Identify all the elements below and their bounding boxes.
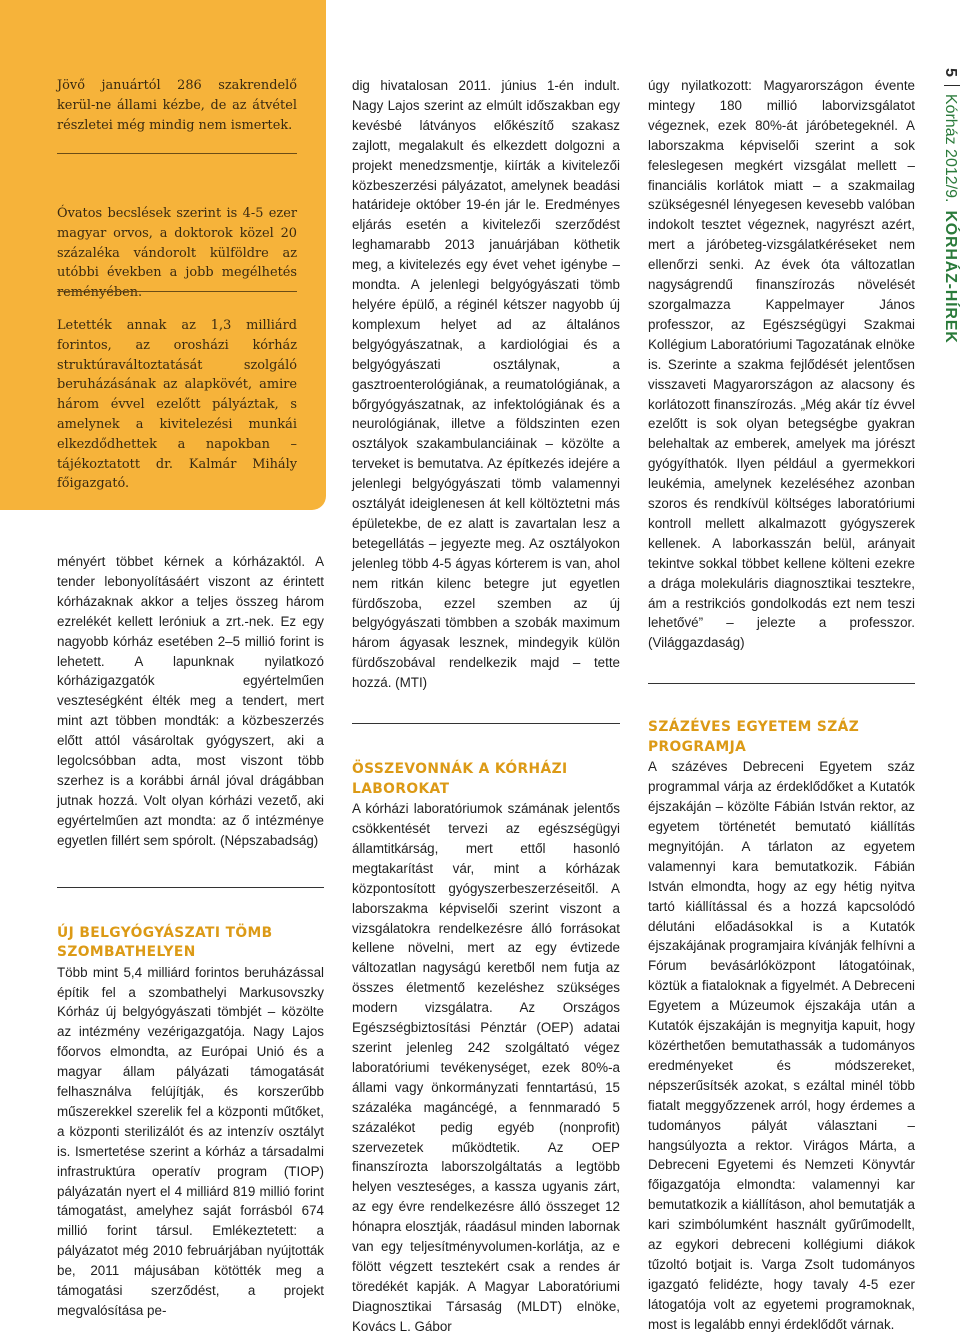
header-divider [944,85,960,86]
section-divider [57,887,324,888]
article-paragraph: A kórházi laboratóriumok számának jelentős csökkentését tervezi az egészségügyi államtitkárság, mert ettől hasonló megtakarítást vár, mint a kórházak központosított gyógyszerbeszerzéseitől. A laborszakma képviselői szerint viszont a vizsgálatokra rendelkezésre álló forrásokat kellene növelni, mert az egy évtizede változatlan nagyságú keretből nem futja az összes életmentő kezeléshez szükséges modern vizsgálatra. Az Országos Egészségbiztosítási Pénztár (OEP) adatai szerint jelenleg 242 szolgáltató végez laboratóriumi tevékenységet, ezek 80%-a állami vagy önkormányzati fenntartású, 15 százaléka magáncégé, a fennmaradó 5 százalékot pedig egyéb (nonprofit) szervezetek működtetik. Az OEP finanszírozta laborszolgáltatás a legtöbb helyen veszteséges, a kassza ugyanis zárt, az egy évre rendelkezésre álló összeget 12 hónapra elosztják, ráadásul minden labornak van egy teljesítményvolumen-korlátja, az e fölött végzett tesztekért csak a rendes ár töredékét kapják. A Magyar Laboratóriumi Diagnosztikai Társaság (MLDT) elnöke, Kovács L. Gábor [352,801,620,1334]
article-paragraph: úgy nyilatkozott: Magyarországon évente mintegy 180 millió laborvizsgálatot végeznek, ezek 80%-át járóbetegeknél. A laborszakma képviselői szerint a sok feleslegesen megkért vizsgálat mellett – financiális korlátok miatt – a szakmailag szükségesnél lényegesen kevesebb valóban indokolt tesztet végeznek, nagyrészt azért, mert a járóbeteg-vizsgálatkéréseket nem ellenőrzi senki. Az évek óta változatlan nagyságrendű finanszírozás növelését szorgalmazza Kappelmayer János professzor, az Egészségügyi Szakmai Kollégium Laboratóriumi Tagozatának elnöke is. Szerinte a szakma fejlődését jelentősen visszaveti Magyarországon az alacsony és korlátozott finanszírozás. „Még akár tíz évvel ezelőtt is sok olyan betegségbe gyakran belehaltak az emberek, amelyek ma jórészt gyógyíthatók. Ilyen például a gyermekkori leukémia, amelynek kezeléséhez azonban szoros és rendkívül költséges laboratóriumi kontroll mellett alkalmazott gyógyszerek kellenek. A laborkasszán belül, arányait tekintve sokkal többet kellene költeni ezekre a drága molekuláris diagnosztikai tesztekre, ám a restrikciós gondolkodás ezt nem teszi lehetővé” – jelezte a professzor. (Világgazdaság) [648,78,915,651]
article-heading: ÖSSZEVONNÁK A KÓRHÁZI LABOROKAT [352,761,568,797]
article-heading: ÚJ BELGYÓGYÁSZATI TÖMB SZOMBATHELYEN [57,924,273,961]
article-paragraph: A százéves Debreceni Egyetem száz programmal várja az érdeklődőket a Kutatók éjszakáján – közölte Fábián István rektor, az egyetem történetét bemutató kiállítás megnyitóján. A tárlaton az egyetem valamennyi kara bemutatkozik. Fábián István elmondta, hogy az egy hétig nyitva tartó kiállítással és a hozzá kapcsolódó délutáni előadásokkal is a Kutatók éjszakájának programjaira kívánják felhívni a Fórum bevásárlóközpont látogatóinak, köztük a fiataloknak a figyelmét. A Debreceni Egyetem a Múzeumok éjszakája után a Kutatók éjszakáján is megnyitja kapuit, hogy közérthetően bemutathassák a tudományos eredményeket és módszereket, népszerűsítsék azokat, s ezáltal minél több fiatalt meggyőzzenek arról, hogy érdemes a tudományos pályát választani – hangsúlyozta a rektor. Virágos Márta, a Debreceni Egyetemi és Nemzeti Könyvtár főigazgatója elmondta: valamennyi kar bemutatkozik a kiállításon, ahol bemutatják a kari szimbólumként használt gyűrűmodellt, az egykori debreceni kollégiumi diákok tűzoltó botjait is. Varga Zsolt tudományos igazgató felidézte, hogy tavaly 4-5 ezer látogatója volt az egyetemi programoknak, most is legalább ennyi érdeklődőt várnak. [648,759,915,1332]
pull-quote-1: Jövő januártól 286 szakrendelő kerül-ne állami kézbe, de az átvétel részletei még mindig nem ismertek. [57,78,297,133]
quote-separator [57,153,297,154]
text-column-2 [352,76,620,1337]
running-header-text [941,68,960,344]
text-column-1 [57,552,324,1321]
running-header [934,68,960,408]
quote-separator [57,291,297,292]
article-paragraph: ményért többet kérnek a kórházaktól. A tender lebonyolításáért viszont az érintett kórházaknak akkor a teljes összeg három ezrelékét kellett leróniuk a zrt.-nek. Ez egy nagyobb kórház esetében 2–5 millió forint is lehetett. A lapunknak nyilatkozó kórházigazgatók egyértelműen veszteségként élték meg a tendert, mert mint azt többen mondták: a közbeszerzés előtt attól vásároltak gyógyszert, aki a legolcsóbban adta, most viszont több szerhez is a korábbi árnál jóval drágábban jutnak hozzá. Volt olyan kórházi vezető, aki egyértelműen azt mondta: az ő intézménye egyetlen fillért sem spórolt. (Népszabadság) [57,554,324,848]
section-title: KÓRHÁZ-HÍREK [942,210,959,344]
magazine-issue: Kórház 2012/9. [942,93,959,203]
pull-quote-3: Letették annak az 1,3 milliárd forintos, az orosházi kórház struktúraváltoztatását szolgáló beruházásának az alapkövét, amire három évvel ezelőtt pályáztak, s amelynek a kivitelezési munkái elkezdődhettek a napokban – tájékoztatott dr. Kalmár Mihály főigazgató. [57,318,297,492]
article-paragraph: dig hivatalosan 2011. június 1-én indult. Nagy Lajos szerint az elmúlt időszakban egy kevésbé látványos előkészítő szakasz zajlott, megalakult és elkezdett dolgozni a projekt menedzsmentje, kiírták a kivitelezői közbeszerzési pályázatot, amelynek beadási határideje október 19-én jár le. Eredményes eljárás esetén a kivitelezői szerződést leghamarabb 2013 januárjában köthetik meg, a kivitelezés egy évet vehet igénybe – mondta. A jelenlegi belgyógyászati tömb helyére épülő, a réginél kétszer nagyobb új komplexum helyet ad az általános belgyógyászatnak, a kardiológiai és a belgyógyászati osztálynak, a gasztroenterológiának, a reumatológiának, a bőrgyógyászatnak, az infektológiának és a neurológiának, illetve a földszinten ezen osztályok szakambulanciáinak – közölte a terveket is bemutatva. Az építkezés idejére a jelenlegi belgyógyászati tömb valamennyi osztályát ideiglenesen át kell költöztetni más épületekbe, de ez alatt is zavartalan lesz a betegellátás – jegyezte meg. Az osztályokon jelenleg több 4-5 ágyas kórterem is van, ahol nem ritkán kilenc betegre jut egyetlen fürdőszoba, ezzel szemben az új belgyógyászati tömbben a szobák maximum három ágyasak lesznek, mindegyik külön fürdőszobával rendelkezik majd – tette hozzá. (MTI) [352,78,620,691]
article-paragraph: Több mint 5,4 milliárd forintos beruházással építik fel a szombathelyi Markusovszky Kórház új belgyógyászati tömbjét – közölte az intézmény vezérigazgatója. Nagy Lajos főorvos elmondta, az Európai Unió és a magyar állam pályázati támogatását felhasználva felújítják, és korszerűbb műszerekkel szerelik fel a központi műtőket, a központi sterilizálót és az intenzív osztályt is. Ismertetése szerint a kórház a társadalmi infrastruktúra operatív program (TIOP) pályázatán nyert el 4 milliárd 819 millió forint támogatást, amelyhez saját forrásból 674 millió forint társul. Emlékeztetett: a pályázatot még 2010 februárjában nyújtották be, 2011 májusában kötötték meg a támogatási szerződést, a projekt megvalósítása pe- [57,964,324,1318]
quote-box [0,0,326,510]
page-number: 5 [942,68,959,77]
article-heading: SZÁZÉVES EGYETEM SZÁZ PROGRAMJA [648,719,860,755]
text-column-3 [648,76,915,1335]
section-divider [648,683,915,684]
pull-quote-2: Óvatos becslések szerint is 4-5 ezer magyar orvos, a doktorok közel 20 százaléka vándorolt külföldre az utóbbi években a jobb megélhetés reményében. [57,206,297,301]
section-divider [352,723,620,724]
